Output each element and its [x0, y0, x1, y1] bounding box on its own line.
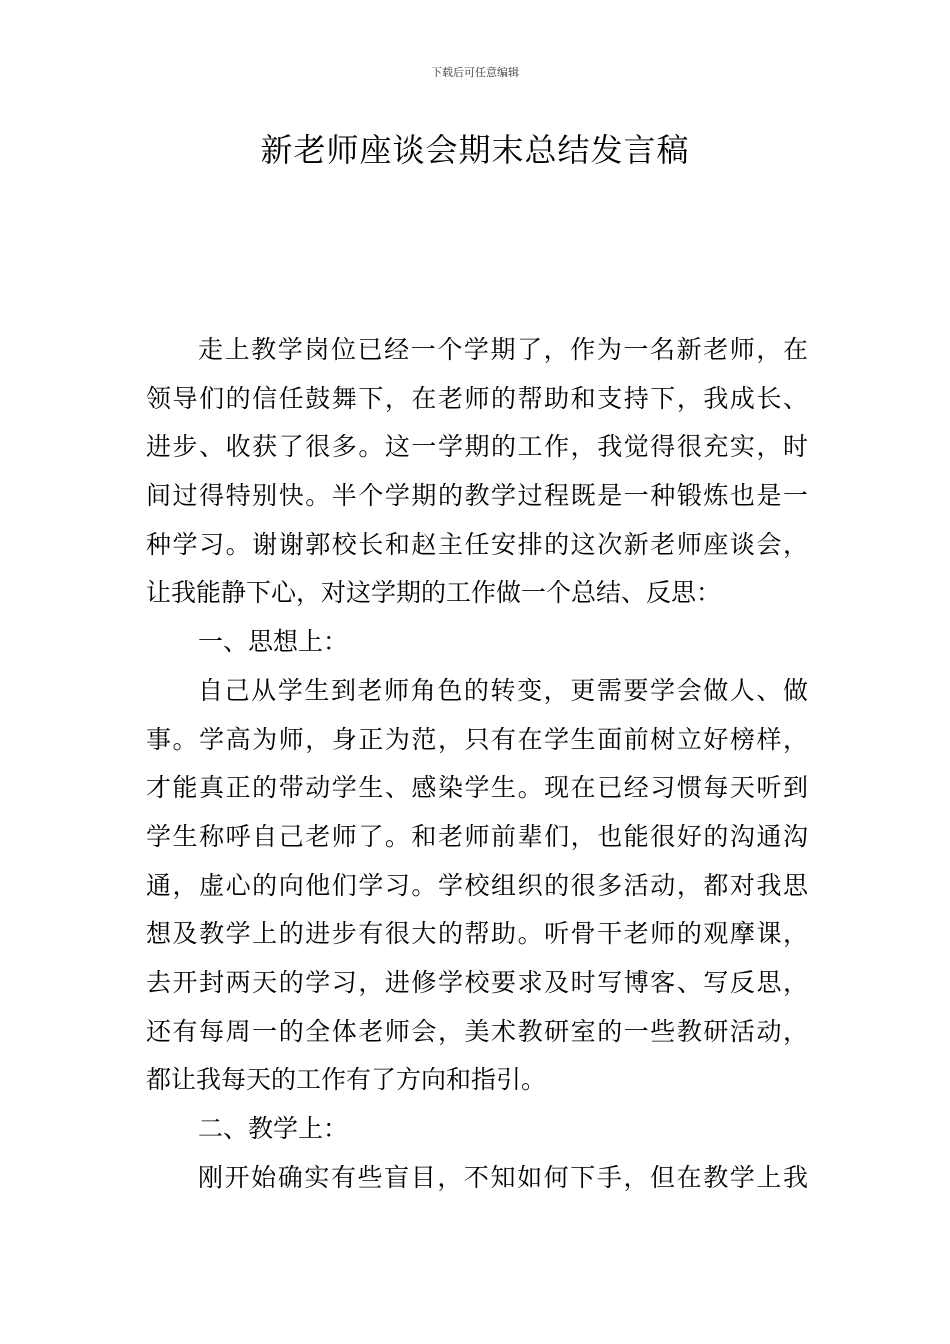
section-heading-thought: 一、思想上： — [198, 627, 349, 657]
document-title: 新老师座谈会期末总结发言稿 — [260, 131, 690, 169]
body-line: 都让我每天的工作有了方向和指引。 — [146, 1065, 547, 1095]
header-note: 下载后可任意编辑 — [431, 66, 519, 79]
body-line: 才能真正的带动学生、感染学生。现在已经习惯每天听到 — [146, 773, 808, 803]
body-line: 走上教学岗位已经一个学期了，作为一名新老师，在 — [198, 335, 808, 364]
section-heading-teaching: 二、教学上： — [198, 1114, 349, 1143]
body-line: 刚开始确实有些盲目，不知如何下手，但在教学上我 — [198, 1162, 808, 1192]
body-line: 通，虚心的向他们学习。学校组织的很多活动，都对我思 — [146, 870, 808, 900]
body-line: 事。学高为师，身正为范，只有在学生面前树立好榜样， — [146, 724, 808, 754]
body-line: 想及教学上的进步有很大的帮助。听骨干老师的观摩课， — [146, 919, 808, 949]
body-line: 去开封两天的学习，进修学校要求及时写博客、写反思， — [146, 967, 808, 997]
body-line: 进步、收获了很多。这一学期的工作，我觉得很充实，时 — [146, 432, 808, 462]
body-line: 让我能静下心，对这学期的工作做一个总结、反思： — [146, 578, 722, 608]
body-line: 间过得特别快。半个学期的教学过程既是一种锻炼也是一 — [146, 481, 808, 511]
body-line: 学生称呼自己老师了。和老师前辈们，也能很好的沟通沟 — [146, 821, 808, 851]
body-line: 种学习。谢谢郭校长和赵主任安排的这次新老师座谈会， — [146, 529, 808, 559]
body-line: 领导们的信任鼓舞下，在老师的帮助和支持下，我成长、 — [146, 383, 808, 413]
body-line: 还有每周一的全体老师会，美术教研室的一些教研活动， — [146, 1016, 808, 1046]
body-line: 自己从学生到老师角色的转变，更需要学会做人、做 — [198, 675, 808, 705]
document-body — [146, 326, 808, 1202]
